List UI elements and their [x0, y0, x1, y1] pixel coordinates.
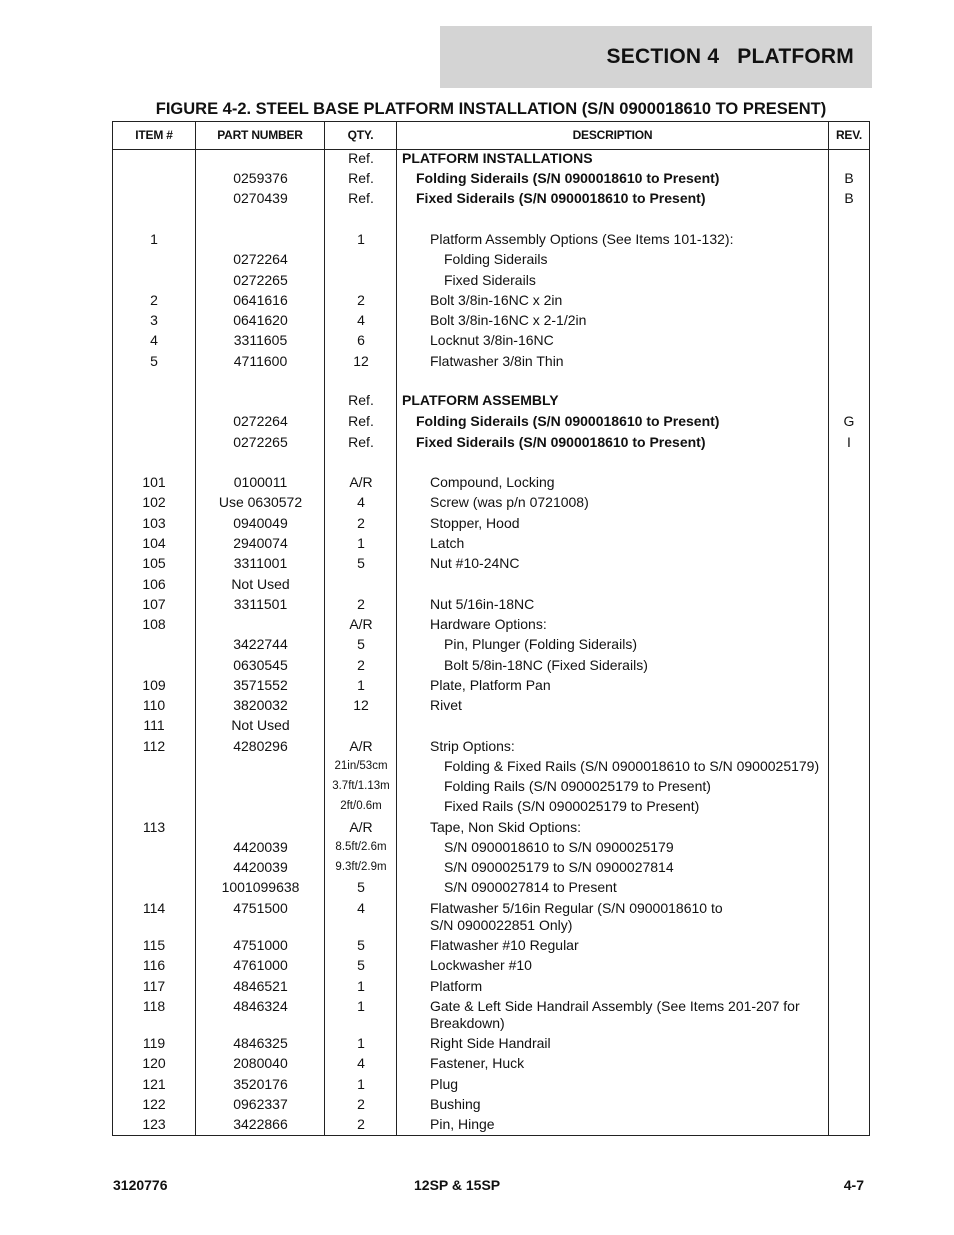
part-number-cell: 3422866: [233, 1116, 288, 1132]
qty-cell: 1: [357, 1035, 365, 1051]
item-number-cell: 1: [150, 231, 158, 247]
description-cell: Bolt 3/8in-16NC x 2in: [430, 292, 563, 308]
description-cell: Fixed Rails (S/N 0900025179 to Present): [444, 798, 700, 814]
part-number-cell: 0270439: [233, 190, 288, 206]
item-number-cell: 111: [143, 717, 165, 733]
description-cell: Tape, Non Skid Options:: [430, 819, 581, 835]
description-cell: Screw (was p/n 0721008): [430, 494, 589, 510]
qty-cell: 4: [357, 312, 365, 328]
rev-cell: G: [843, 413, 855, 429]
description-cell: Compound, Locking: [430, 474, 555, 490]
qty-cell: 2: [357, 292, 365, 308]
qty-cell: A/R: [349, 474, 373, 490]
rev-cell: B: [844, 170, 854, 186]
part-number-cell: 2080040: [233, 1055, 288, 1071]
part-number-cell: 4761000: [233, 957, 288, 973]
part-number-cell: 4420039: [233, 859, 288, 875]
part-number-cell: 4846325: [233, 1035, 288, 1051]
qty-cell: 2ft/0.6m: [340, 800, 382, 812]
part-number-cell: 0630545: [233, 657, 288, 673]
description-cell: Hardware Options:: [430, 616, 547, 632]
part-number-cell: 4846521: [233, 978, 288, 994]
qty-cell: 5: [357, 879, 365, 895]
qty-cell: 5: [357, 957, 365, 973]
qty-cell: Ref.: [348, 150, 374, 166]
description-cell: Nut #10-24NC: [430, 555, 520, 571]
description-cell: Bushing: [430, 1096, 481, 1112]
column-header-description: DESCRIPTION: [572, 128, 653, 142]
part-number-cell: 0641620: [233, 312, 288, 328]
description-cell: Flatwasher 3/8in Thin: [430, 353, 564, 369]
part-number-cell: Use 0630572: [218, 494, 303, 510]
part-number-cell: 0940049: [233, 515, 288, 531]
part-number-cell: 2940074: [233, 535, 288, 551]
qty-cell: Ref.: [348, 413, 374, 429]
part-number-cell: 1001099638: [221, 879, 300, 895]
description-cell: Folding Siderails (S/N 0900018610 to Present): [416, 413, 720, 429]
qty-cell: Ref.: [348, 170, 374, 186]
footer-doc-number: 3120776: [113, 1177, 168, 1193]
item-number-cell: 113: [142, 819, 166, 835]
part-number-cell: 0272264: [233, 413, 288, 429]
qty-cell: 12: [353, 353, 369, 369]
description-cell: PLATFORM ASSEMBLY: [402, 392, 559, 408]
description-cell: Nut 5/16in-18NC: [430, 596, 535, 612]
part-number-cell: 0641616: [233, 292, 288, 308]
item-number-cell: 103: [142, 515, 166, 531]
qty-cell: 3.7ft/1.13m: [332, 780, 390, 792]
description-cell: Folding Siderails (S/N 0900018610 to Present): [416, 170, 720, 186]
item-number-cell: 106: [142, 576, 166, 592]
description-cell: S/N 0900027814 to Present: [444, 879, 617, 895]
qty-cell: 1: [357, 1076, 365, 1092]
description-cell: Plug: [430, 1076, 459, 1092]
qty-cell: 5: [357, 937, 365, 953]
column-header-rev: REV.: [835, 128, 863, 142]
qty-cell: 2: [357, 596, 365, 612]
part-number-cell: 3311501: [233, 596, 288, 612]
item-number-cell: 114: [142, 900, 166, 916]
description-cell: Pin, Hinge: [430, 1116, 495, 1132]
qty-cell: 1: [357, 231, 365, 247]
description-cell: Pin, Plunger (Folding Siderails): [444, 636, 637, 652]
description-cell: Fastener, Huck: [430, 1055, 525, 1071]
part-number-cell: 0259376: [233, 170, 288, 186]
qty-cell: 12: [353, 697, 369, 713]
description-cell: Gate & Left Side Handrail Assembly (See Items 201-207 for: [430, 998, 800, 1014]
qty-cell: 8.5ft/2.6m: [335, 841, 387, 853]
rev-cell: B: [844, 190, 854, 206]
footer-page-number: 4-7: [843, 1177, 864, 1193]
item-number-cell: 105: [142, 555, 166, 571]
item-number-cell: 120: [142, 1055, 166, 1071]
rev-cell: I: [847, 434, 851, 450]
qty-cell: 4: [357, 494, 365, 510]
description-cell: Folding Siderails: [444, 251, 548, 267]
qty-cell: 6: [357, 332, 365, 348]
qty-cell: 21in/53cm: [334, 760, 388, 772]
description-cell: Right Side Handrail: [430, 1035, 551, 1051]
parts-table: [112, 121, 870, 1136]
description-cell: PLATFORM INSTALLATIONS: [402, 150, 593, 166]
description-cell: Plate, Platform Pan: [430, 677, 551, 693]
column-header-qty: QTY.: [347, 128, 374, 142]
qty-cell: Ref.: [348, 190, 374, 206]
item-number-cell: 123: [142, 1116, 166, 1132]
part-number-cell: 4280296: [233, 738, 288, 754]
item-number-cell: 122: [142, 1096, 166, 1112]
part-number-cell: 0272264: [233, 251, 288, 267]
figure-title: FIGURE 4-2. STEEL BASE PLATFORM INSTALLATION (S/N 0900018610 TO PRESENT): [155, 100, 827, 118]
part-number-cell: Not Used: [231, 717, 290, 733]
item-number-cell: 118: [142, 998, 166, 1014]
part-number-cell: 4751000: [233, 937, 288, 953]
part-number-cell: 3422744: [233, 636, 288, 652]
item-number-cell: 104: [142, 535, 166, 551]
item-number-cell: 5: [150, 353, 158, 369]
part-number-cell: 0962337: [233, 1096, 288, 1112]
part-number-cell: 0100011: [233, 474, 288, 490]
footer-model: 12SP & 15SP: [414, 1177, 501, 1193]
description-cell: Rivet: [430, 697, 462, 713]
qty-cell: 9.3ft/2.9m: [335, 861, 387, 873]
item-number-cell: 109: [142, 677, 166, 693]
item-number-cell: 117: [142, 978, 166, 994]
part-number-cell: 0272265: [233, 272, 288, 288]
part-number-cell: 3520176: [233, 1076, 288, 1092]
description-cell: Latch: [430, 535, 465, 551]
part-number-cell: 3571552: [233, 677, 288, 693]
description-cell: Bolt 5/8in-18NC (Fixed Siderails): [444, 657, 648, 673]
part-number-cell: 3820032: [233, 697, 288, 713]
qty-cell: 5: [357, 636, 365, 652]
item-number-cell: 3: [150, 312, 158, 328]
item-number-cell: 107: [142, 596, 166, 612]
item-number-cell: 121: [142, 1076, 166, 1092]
description-cell-continuation: S/N 0900022851 Only): [430, 917, 573, 933]
column-header-part-number: PART NUMBER: [217, 128, 303, 142]
item-number-cell: 119: [142, 1035, 166, 1051]
description-cell: Fixed Siderails: [444, 272, 536, 288]
item-number-cell: 116: [142, 957, 166, 973]
section-title: SECTION 4 PLATFORM: [606, 45, 854, 68]
part-number-cell: 4846324: [233, 998, 288, 1014]
item-number-cell: 108: [142, 616, 166, 632]
item-number-cell: 112: [142, 738, 166, 754]
section-header: [440, 26, 872, 88]
description-cell: Bolt 3/8in-16NC x 2-1/2in: [430, 312, 587, 328]
qty-cell: Ref.: [348, 392, 374, 408]
qty-cell: 1: [357, 677, 365, 693]
part-number-cell: Not Used: [231, 576, 290, 592]
description-cell: Flatwasher #10 Regular: [430, 937, 579, 953]
qty-cell: 5: [357, 555, 365, 571]
qty-cell: Ref.: [348, 434, 374, 450]
qty-cell: 2: [357, 1096, 365, 1112]
qty-cell: 4: [357, 900, 365, 916]
description-cell: S/N 0900018610 to S/N 0900025179: [444, 839, 674, 855]
item-number-cell: 101: [142, 474, 166, 490]
qty-cell: 4: [357, 1055, 365, 1071]
description-cell-continuation: Breakdown): [430, 1015, 505, 1031]
qty-cell: 2: [357, 1116, 365, 1132]
part-number-cell: 4420039: [233, 839, 288, 855]
qty-cell: A/R: [349, 819, 373, 835]
description-cell: Strip Options:: [430, 738, 515, 754]
description-cell: S/N 0900025179 to S/N 0900027814: [444, 859, 674, 875]
description-cell: Folding Rails (S/N 0900025179 to Present): [444, 778, 711, 794]
description-cell: Stopper, Hood: [430, 515, 520, 531]
description-cell: Locknut 3/8in-16NC: [430, 332, 554, 348]
qty-cell: A/R: [349, 738, 373, 754]
qty-cell: 1: [357, 535, 365, 551]
part-number-cell: 4751500: [233, 900, 288, 916]
description-cell: Fixed Siderails (S/N 0900018610 to Present): [416, 190, 706, 206]
qty-cell: 1: [357, 998, 365, 1014]
description-cell: Flatwasher 5/16in Regular (S/N 0900018610 to: [430, 900, 723, 916]
qty-cell: 2: [357, 515, 365, 531]
qty-cell: A/R: [349, 616, 373, 632]
item-number-cell: 110: [142, 697, 166, 713]
description-cell: Folding & Fixed Rails (S/N 0900018610 to S/N 0900025179): [444, 758, 820, 774]
description-cell: Platform: [430, 978, 483, 994]
description-cell: Lockwasher #10: [430, 957, 532, 973]
part-number-cell: 3311605: [233, 332, 288, 348]
item-number-cell: 115: [142, 937, 166, 953]
part-number-cell: 3311001: [233, 555, 288, 571]
item-number-cell: 2: [150, 292, 158, 308]
qty-cell: 2: [357, 657, 365, 673]
column-header-item: ITEM #: [135, 128, 173, 142]
part-number-cell: 4711600: [233, 353, 288, 369]
item-number-cell: 4: [150, 332, 158, 348]
qty-cell: 1: [357, 978, 365, 994]
description-cell: Platform Assembly Options (See Items 101-132):: [430, 231, 734, 247]
part-number-cell: 0272265: [233, 434, 288, 450]
item-number-cell: 102: [142, 494, 166, 510]
description-cell: Fixed Siderails (S/N 0900018610 to Present): [416, 434, 706, 450]
